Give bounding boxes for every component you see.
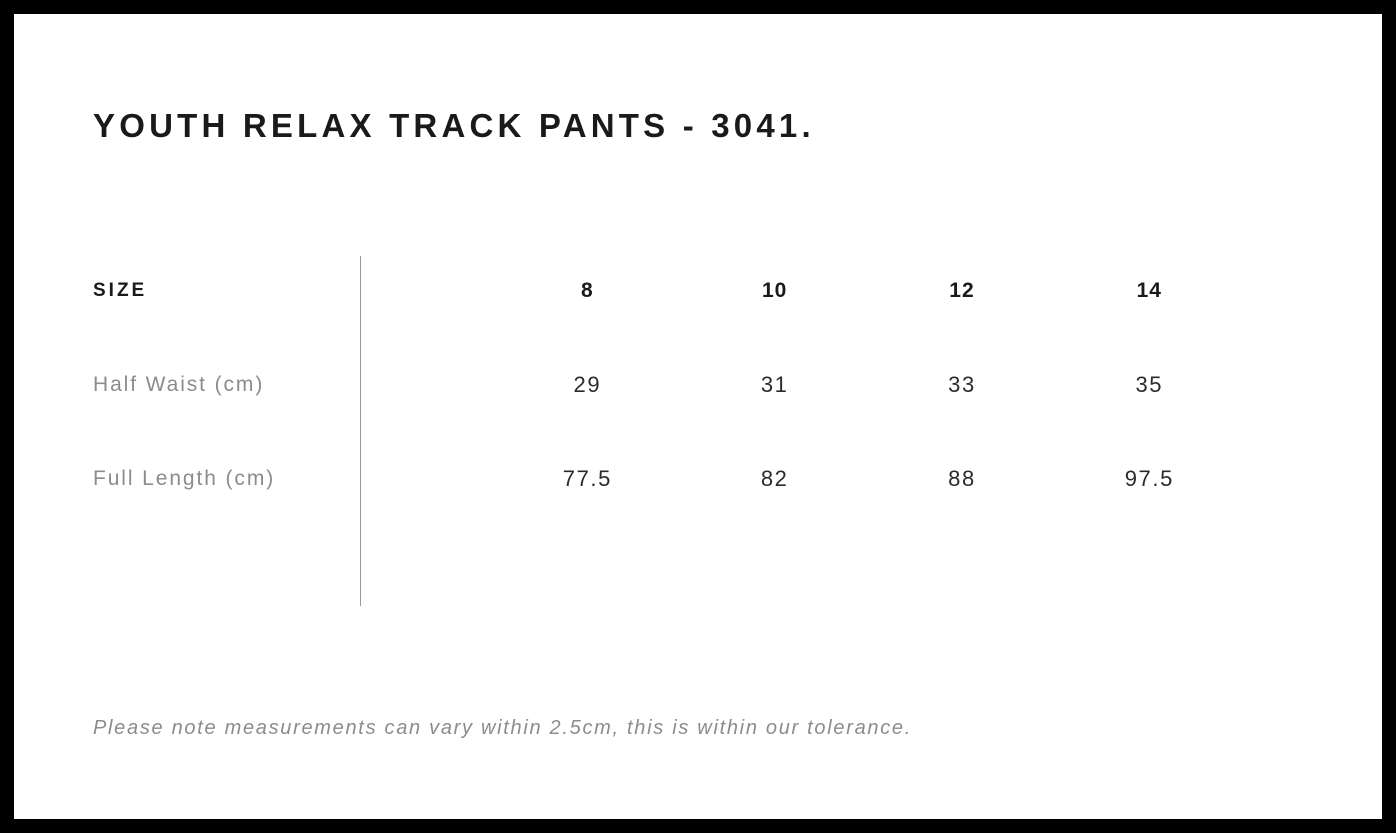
cell-full-length-12: 88 — [948, 466, 976, 491]
cell-half-waist-14: 35 — [1135, 372, 1164, 397]
table-row — [93, 338, 1243, 432]
column-header-size: SIZE — [93, 280, 148, 301]
cell-full-length-14: 97.5 — [1124, 466, 1174, 491]
row-label-half-waist: Half Waist (cm) — [93, 373, 265, 396]
column-header-size-12: 12 — [949, 279, 975, 302]
size-chart-page — [14, 14, 1382, 819]
column-header-size-14: 14 — [1136, 279, 1162, 302]
table-header-row — [93, 244, 1243, 338]
cell-full-length-10: 82 — [760, 466, 789, 491]
column-header-size-8: 8 — [581, 279, 594, 302]
column-header-size-10: 10 — [761, 279, 788, 302]
tolerance-note: Please note measurements can vary within 2.5cm, this is within our tolerance. — [93, 717, 912, 739]
size-table — [93, 244, 1243, 526]
cell-half-waist-12: 33 — [948, 372, 976, 397]
cell-half-waist-8: 29 — [573, 372, 602, 397]
size-table-container — [93, 244, 1323, 526]
cell-full-length-8: 77.5 — [562, 466, 612, 491]
table-row — [93, 432, 1243, 526]
row-label-full-length: Full Length (cm) — [93, 467, 276, 490]
cell-half-waist-10: 31 — [760, 372, 789, 397]
page-title: YOUTH RELAX TRACK PANTS - 3041. — [93, 107, 815, 144]
